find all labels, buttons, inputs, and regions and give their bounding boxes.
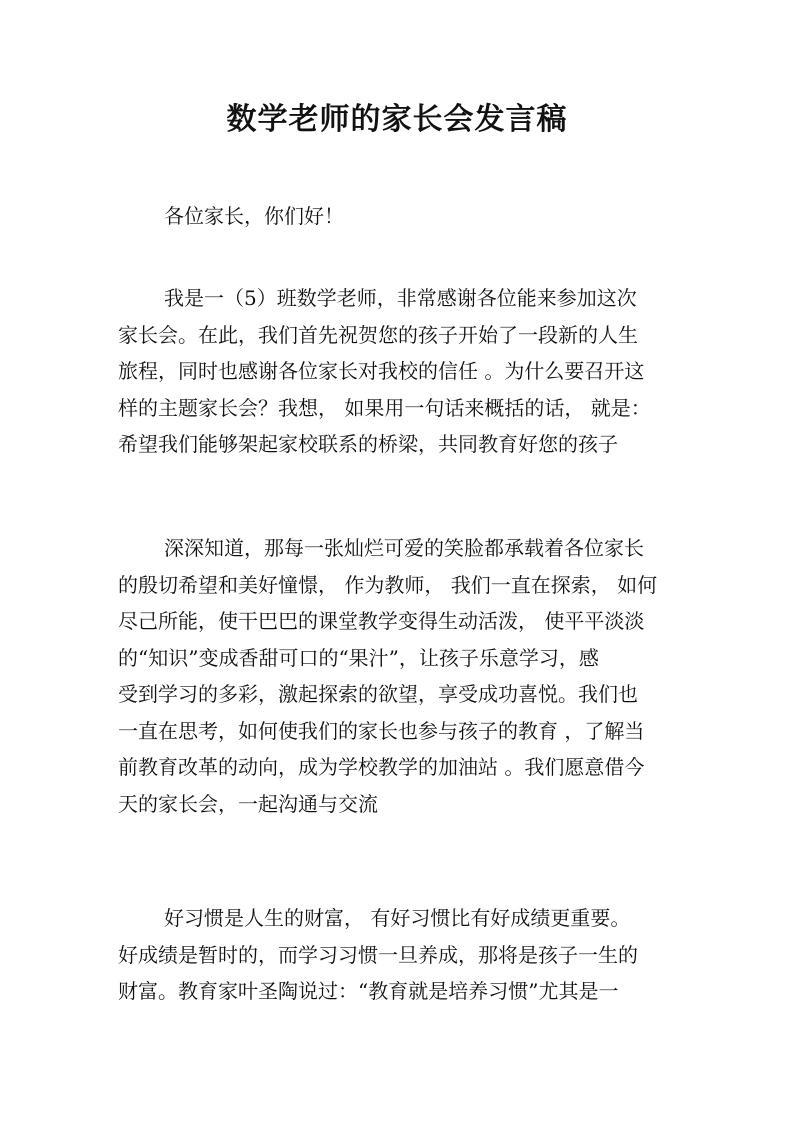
document-title: 数学老师的家长会发言稿 bbox=[226, 102, 568, 137]
paragraph-line: 好习惯是人生的财富， 有好习惯比有好成绩更重要。 bbox=[164, 906, 631, 930]
paragraph-3 bbox=[118, 900, 688, 1010]
paragraph-line: 财富。教育家叶圣陶说过：“教育就是培养习惯”尤其是一 bbox=[118, 979, 619, 1003]
paragraph-line: 深深知道，那每一张灿烂可爱的笑脸都承载着各位家长 bbox=[164, 536, 644, 560]
paragraph-line: 希望我们能够架起家校联系的桥梁，共同教育好您的孩子 bbox=[118, 432, 618, 456]
paragraph-line: 我是一（5）班数学老师，非常感谢各位能来参加这次 bbox=[164, 286, 637, 310]
paragraph-line: 前教育改革的动向，成为学校教学的加油站 。我们愿意借今 bbox=[118, 755, 645, 779]
paragraph-line: 尽己所能，使干巴巴的课堂教学变得生动活泼， 使平平淡淡 bbox=[118, 609, 645, 633]
paragraph-line: 样的主题家长会？我想， 如果用一句话来概括的话， 就是： bbox=[118, 395, 651, 420]
paragraph-line: 受到学习的多彩，激起探索的欲望，享受成功喜悦。我们也 bbox=[118, 682, 638, 706]
paragraph-line: 家长会。在此，我们首先祝贺您的孩子开始了一段新的人生 bbox=[118, 322, 638, 347]
paragraph-line: 的殷切希望和美好憧憬， 作为教师， 我们一直在探索， 如何 bbox=[118, 572, 658, 597]
greeting bbox=[118, 198, 688, 235]
greeting-line: 各位家长，你们好！ bbox=[164, 204, 344, 228]
paragraph-line: 好成绩是暂时的，而学习习惯一旦养成，那将是孩子一生的 bbox=[118, 942, 638, 967]
paragraph-line: 旅程，同时也感谢各位家长对我校的信任 。为什么要召开这 bbox=[118, 359, 645, 383]
paragraph-line: 的“知识”变成香甜可口的“果汁”，让孩子乐意学习，感 bbox=[118, 645, 599, 670]
paragraph-2 bbox=[118, 530, 688, 822]
paragraph-line: 天的家长会，一起沟通与交流 bbox=[118, 791, 378, 816]
paragraph-line: 一直在思考，如何使我们的家长也参与孩子的教育 ，了解当 bbox=[118, 718, 645, 743]
paragraph-1 bbox=[118, 280, 688, 463]
